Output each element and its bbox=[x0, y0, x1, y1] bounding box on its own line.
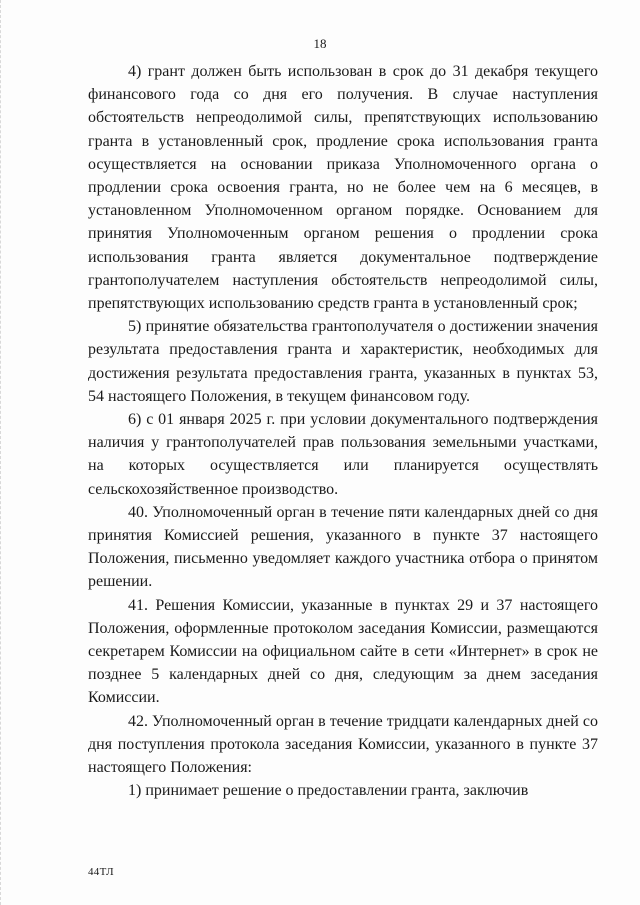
paragraph-41: 41. Решения Комиссии, указанные в пунктах 29 и 37 настоящего Положения, оформленные протоколом заседания Комиссии, размещаются секретарем Комиссии на официальном сайте в сети «Интернет» в срок не позднее 5 календарных дней со дня, следующим за днем заседания Комиссии. bbox=[88, 596, 598, 707]
paragraph-item-6: 6) с 01 января 2025 г. при условии документального подтверждения наличия у грантополучателей прав пользования земельными участками, на которых осуществляется или планируется осуществлять сельскохозяйственное производство. bbox=[88, 411, 598, 498]
footer-code: 44ТЛ bbox=[88, 866, 114, 878]
paragraph-42-item-1: 1) принимает решение о предоставлении гранта, заключив bbox=[128, 782, 529, 800]
paragraph-40: 40. Уполномоченный орган в течение пяти календарных дней со дня принятия Комиссией решения, указанного в пункте 37 настоящего Положения, письменно уведомляет каждого участника отбора о принятом решении. bbox=[88, 503, 598, 591]
paragraph-item-5: 5) принятие обязательства грантополучателя о достижении значения результата предоставления гранта и характеристик, необходимых для достижения результата предоставления гранта, указанных в пунктах 53, 54 настоящего Положения, в текущем финансовом году. bbox=[88, 318, 598, 405]
scan-edge bbox=[0, 0, 4, 905]
document-body bbox=[88, 60, 598, 803]
paragraph-42: 42. Уполномоченный орган в течение тридцати календарных дней со дня поступления протокола заседания Комиссии, указанного в пункте 37 настоящего Положения: bbox=[88, 712, 598, 777]
page-number: 18 bbox=[313, 36, 327, 51]
paragraph-item-4: 4) грант должен быть использован в срок до 31 декабря текущего финансового года со дня его получения. В случае наступления обстоятельств непреодолимой силы, препятствующих использованию гранта в установленный срок, продление срока использования гранта осуществляется на основании приказа Уполномоченного органа о продлении срока освоения гранта, но не более чем на 6 месяцев, в установленном Уполномоченном органом порядке. Основанием для принятия Уполномоченным органом решения о продлении срока использования гранта является документальное подтверждение грантополучателем наступления обстоятельств непреодолимой силы, препятствующих использованию средств гранта в установленный срок; bbox=[88, 63, 598, 313]
